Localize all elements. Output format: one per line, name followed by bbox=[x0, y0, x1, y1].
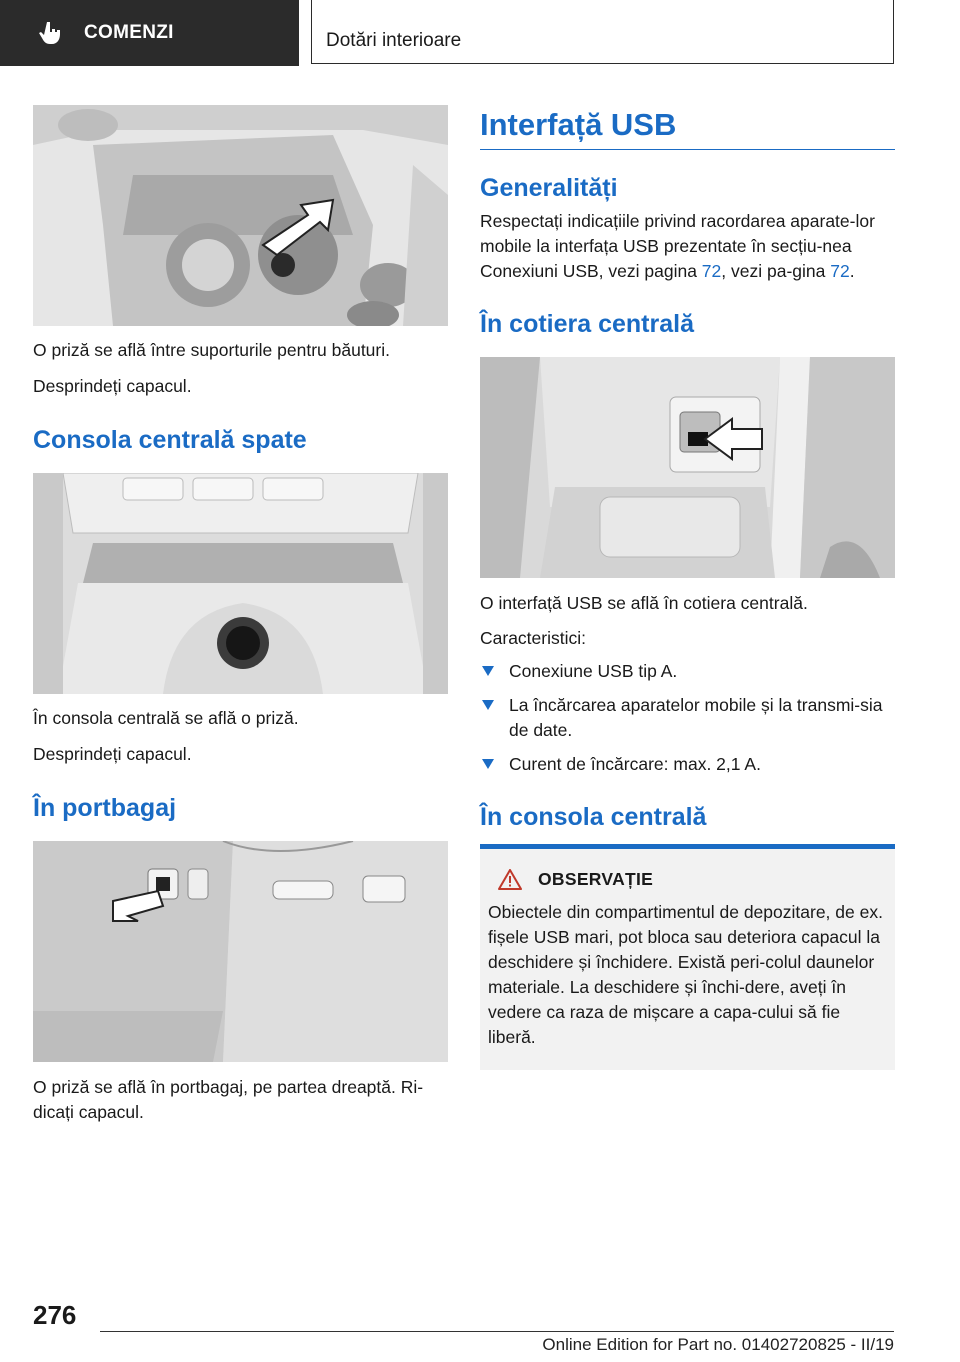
paragraph: O priză se află între suporturile pentru băuturi. bbox=[33, 340, 390, 360]
chapter-title: Dotări interioare bbox=[326, 30, 462, 51]
hand-pointer-icon bbox=[38, 19, 66, 47]
photo-armrest-usb bbox=[480, 357, 895, 578]
section-tab-label: COMENZI bbox=[84, 22, 174, 43]
list-item-text: La încărcarea aparatelor mobile și la transmi-sia de date. bbox=[509, 695, 883, 740]
trunk-illustration bbox=[33, 841, 448, 1062]
photo-rear-console-socket bbox=[33, 473, 448, 694]
list-item bbox=[480, 659, 895, 684]
page-link-72[interactable]: 72 bbox=[830, 261, 850, 281]
armrest-illustration bbox=[480, 357, 895, 578]
right-column bbox=[480, 105, 895, 1070]
heading-rule bbox=[480, 149, 895, 150]
general-text: , vezi pa-gina bbox=[721, 261, 831, 281]
heading-armrest: În cotiera centrală bbox=[480, 310, 694, 338]
list-item-text: Conexiune USB tip A. bbox=[509, 661, 678, 681]
page-header bbox=[0, 0, 960, 66]
paragraph: Desprindeți capacul. bbox=[33, 376, 192, 396]
photo-cupholder-socket bbox=[33, 105, 448, 326]
heading-center-console: În consola centrală bbox=[480, 803, 707, 831]
paragraph: O priză se află în portbagaj, pe partea dreaptă. Ri-dicați capacul. bbox=[33, 1077, 424, 1122]
paragraph: O interfață USB se află în cotiera centrală. bbox=[480, 593, 808, 613]
photo-trunk-socket bbox=[33, 841, 448, 1062]
heading-rear-console: Consola centrală spate bbox=[33, 426, 307, 454]
list-item-text: Curent de încărcare: max. 2,1 A. bbox=[509, 754, 761, 774]
edition-note: Online Edition for Part no. 01402720825 - II/19 bbox=[542, 1335, 894, 1354]
triangle-bullet-icon bbox=[482, 700, 494, 710]
list-item bbox=[480, 693, 895, 743]
triangle-bullet-icon bbox=[482, 666, 494, 676]
footer-rule bbox=[100, 1331, 894, 1332]
heading-general: Generalități bbox=[480, 174, 618, 202]
paragraph: Desprindeți capacul. bbox=[33, 744, 192, 764]
general-paragraph bbox=[480, 209, 895, 284]
rear-console-illustration bbox=[33, 473, 448, 694]
heading-trunk: În portbagaj bbox=[33, 794, 177, 822]
heading-usb-interface: Interfață USB bbox=[480, 107, 677, 142]
general-text: . bbox=[849, 261, 855, 281]
notice-box bbox=[480, 849, 895, 1070]
triangle-bullet-icon bbox=[482, 759, 494, 769]
chapter-tab bbox=[311, 0, 894, 64]
left-column bbox=[33, 105, 448, 1125]
section-tab[interactable] bbox=[0, 0, 299, 66]
notice-text: Obiectele din compartimentul de depozitare, de ex. fișele USB mari, pot bloca sau deteriora capacul la deschidere și închidere. Există peri-colul daunelor materiale. La deschidere și închi-dere, aveți în vedere ca raza de mișcare a capa-cului să fie liberă. bbox=[488, 902, 883, 1047]
features-label: Caracteristici: bbox=[480, 628, 586, 648]
general-text: Respectați indicațiile privind racordarea aparate-lor mobile la interfața USB prezentate în secțiu-nea Conexiuni USB, vezi pagina bbox=[480, 211, 875, 281]
page-link-72[interactable]: 72 bbox=[701, 261, 722, 281]
features-list bbox=[480, 659, 895, 777]
page-number: 276 bbox=[33, 1300, 77, 1330]
paragraph: În consola centrală se află o priză. bbox=[33, 708, 299, 728]
warning-triangle-icon bbox=[498, 869, 522, 890]
notice-header bbox=[498, 869, 887, 890]
cupholder-illustration bbox=[33, 105, 448, 326]
notice-title: OBSERVAȚIE bbox=[538, 869, 654, 889]
list-item bbox=[480, 752, 895, 777]
